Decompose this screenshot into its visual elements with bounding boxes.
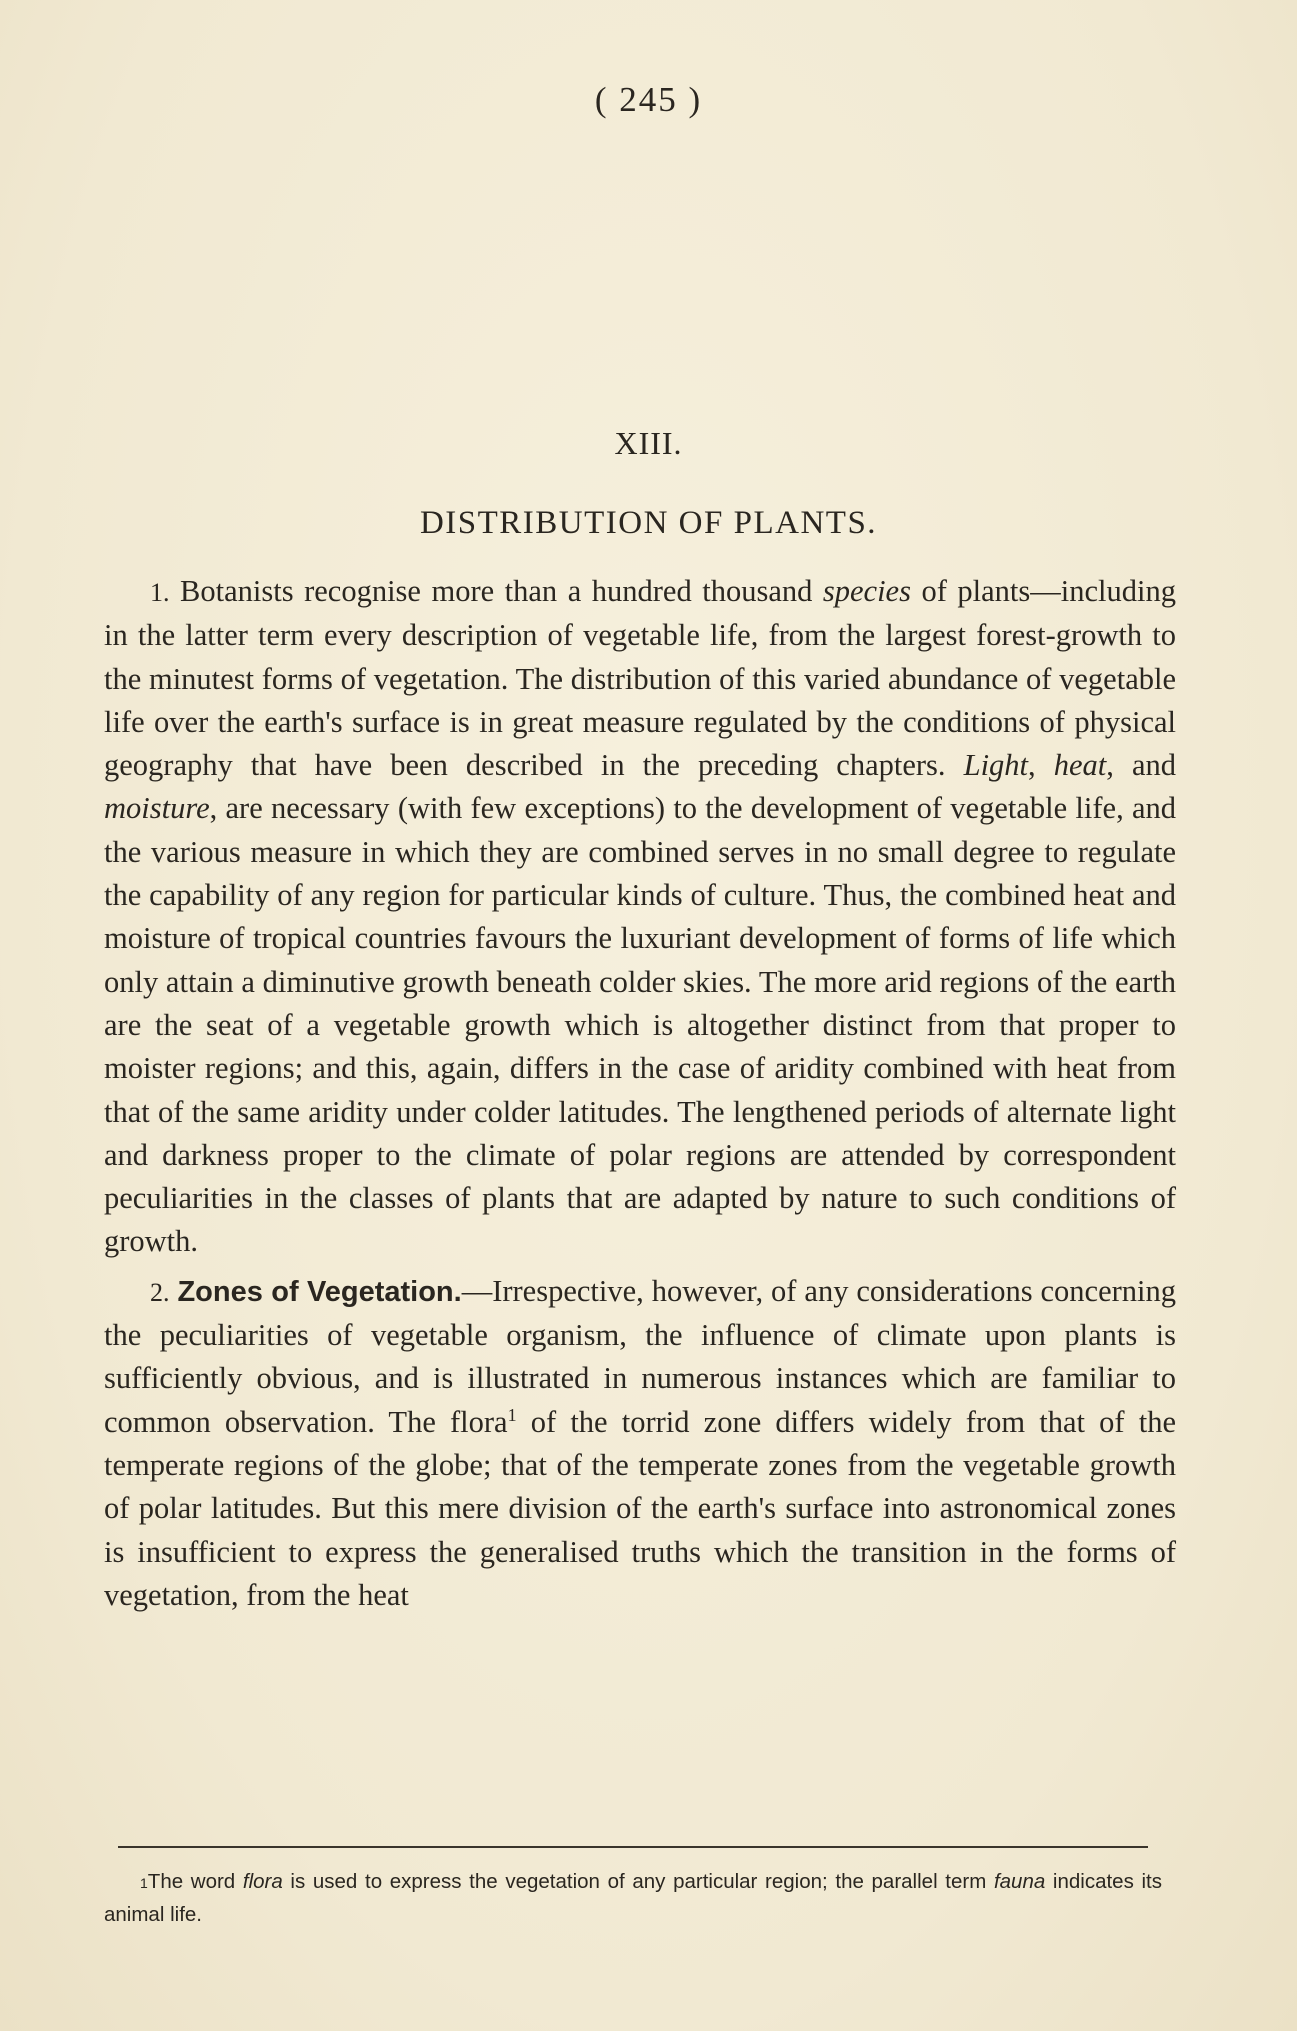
- body-text: [104, 570, 1176, 1623]
- text-run: Botanists recognise more than a hundred thousand: [180, 574, 823, 608]
- chapter-number: XIII.: [614, 425, 683, 461]
- text-run: —Irrespective, however, of any considerations concerning the peculiarities of vegetable organism, the influence of climate upon plants is sufficiently obvious, and is illustrated in numerous instances which are familiar to common observation. The flora: [104, 1273, 1177, 1439]
- footnote-divider: [118, 1846, 1148, 1848]
- text-run: of the torrid zone differs widely from that of the temperate regions of the globe; that of the temperate zones from the vegetable growth of polar latitudes. But this mere division of the earth's surface into astronomical zones is insufficient to express the generalised truths which the transition in the forms of vegetation, from the heat: [104, 1404, 1176, 1612]
- italic-run: species: [822, 574, 911, 608]
- page-number: ( 245 ): [594, 80, 703, 119]
- text-run: , and: [1106, 748, 1176, 783]
- footnote-marker: 1: [140, 1875, 148, 1891]
- section-heading: Zones of Vegetation.: [177, 1275, 462, 1308]
- italic-run: flora: [242, 1870, 283, 1893]
- text-run: of plants—including in the latter term every description of vegetable life, from the largest forest-growth to the minutest forms of vegetation. The distribution of this varied abundance of vegetable life over the earth's surface is in great measure regulated by the conditions of physical geography that have been described in the preceding chapters.: [104, 574, 1176, 783]
- text-run: indicates its animal life.: [104, 1870, 1162, 1926]
- text-run: , are necessary (with few exceptions) to the development of vegetable life, and the various measure in which they are combined serves in no small degree to regulate the capability of any region for particular kinds of culture. Thus, the combined heat and moisture of tropical countries favours the luxuriant development of forms of life which only attain a diminutive growth beneath colder skies. The more arid regions of the earth are the seat of a vegetable growth which is altogether distinct from that proper to moister regions; and this, again, differs in the case of aridity combined with heat from that of the same aridity under colder latitudes. The lengthened periods of alternate light and darkness proper to the climate of polar regions are attended by correspondent peculiarities in the classes of plants that are adapted by nature to such conditions of growth.: [104, 791, 1176, 1259]
- text-run: is used to express the vegetation of any particular region; the parallel term: [282, 1870, 994, 1893]
- italic-run: Light: [963, 748, 1029, 783]
- italic-run: fauna: [993, 1870, 1046, 1893]
- chapter-title: DISTRIBUTION OF PLANTS.: [419, 505, 878, 541]
- paragraph-2: [104, 1270, 1176, 1617]
- text-run: ,: [1028, 748, 1054, 783]
- paragraph-number: 1.: [150, 578, 170, 607]
- italic-run: heat: [1053, 748, 1107, 783]
- italic-run: moisture: [104, 791, 210, 826]
- paragraph-1: [104, 570, 1176, 1264]
- text-run: The word: [147, 1870, 243, 1893]
- paragraph-number: 2.: [150, 1277, 170, 1307]
- footnote-reference: 1: [507, 1404, 517, 1425]
- footnote: [104, 1866, 1162, 1930]
